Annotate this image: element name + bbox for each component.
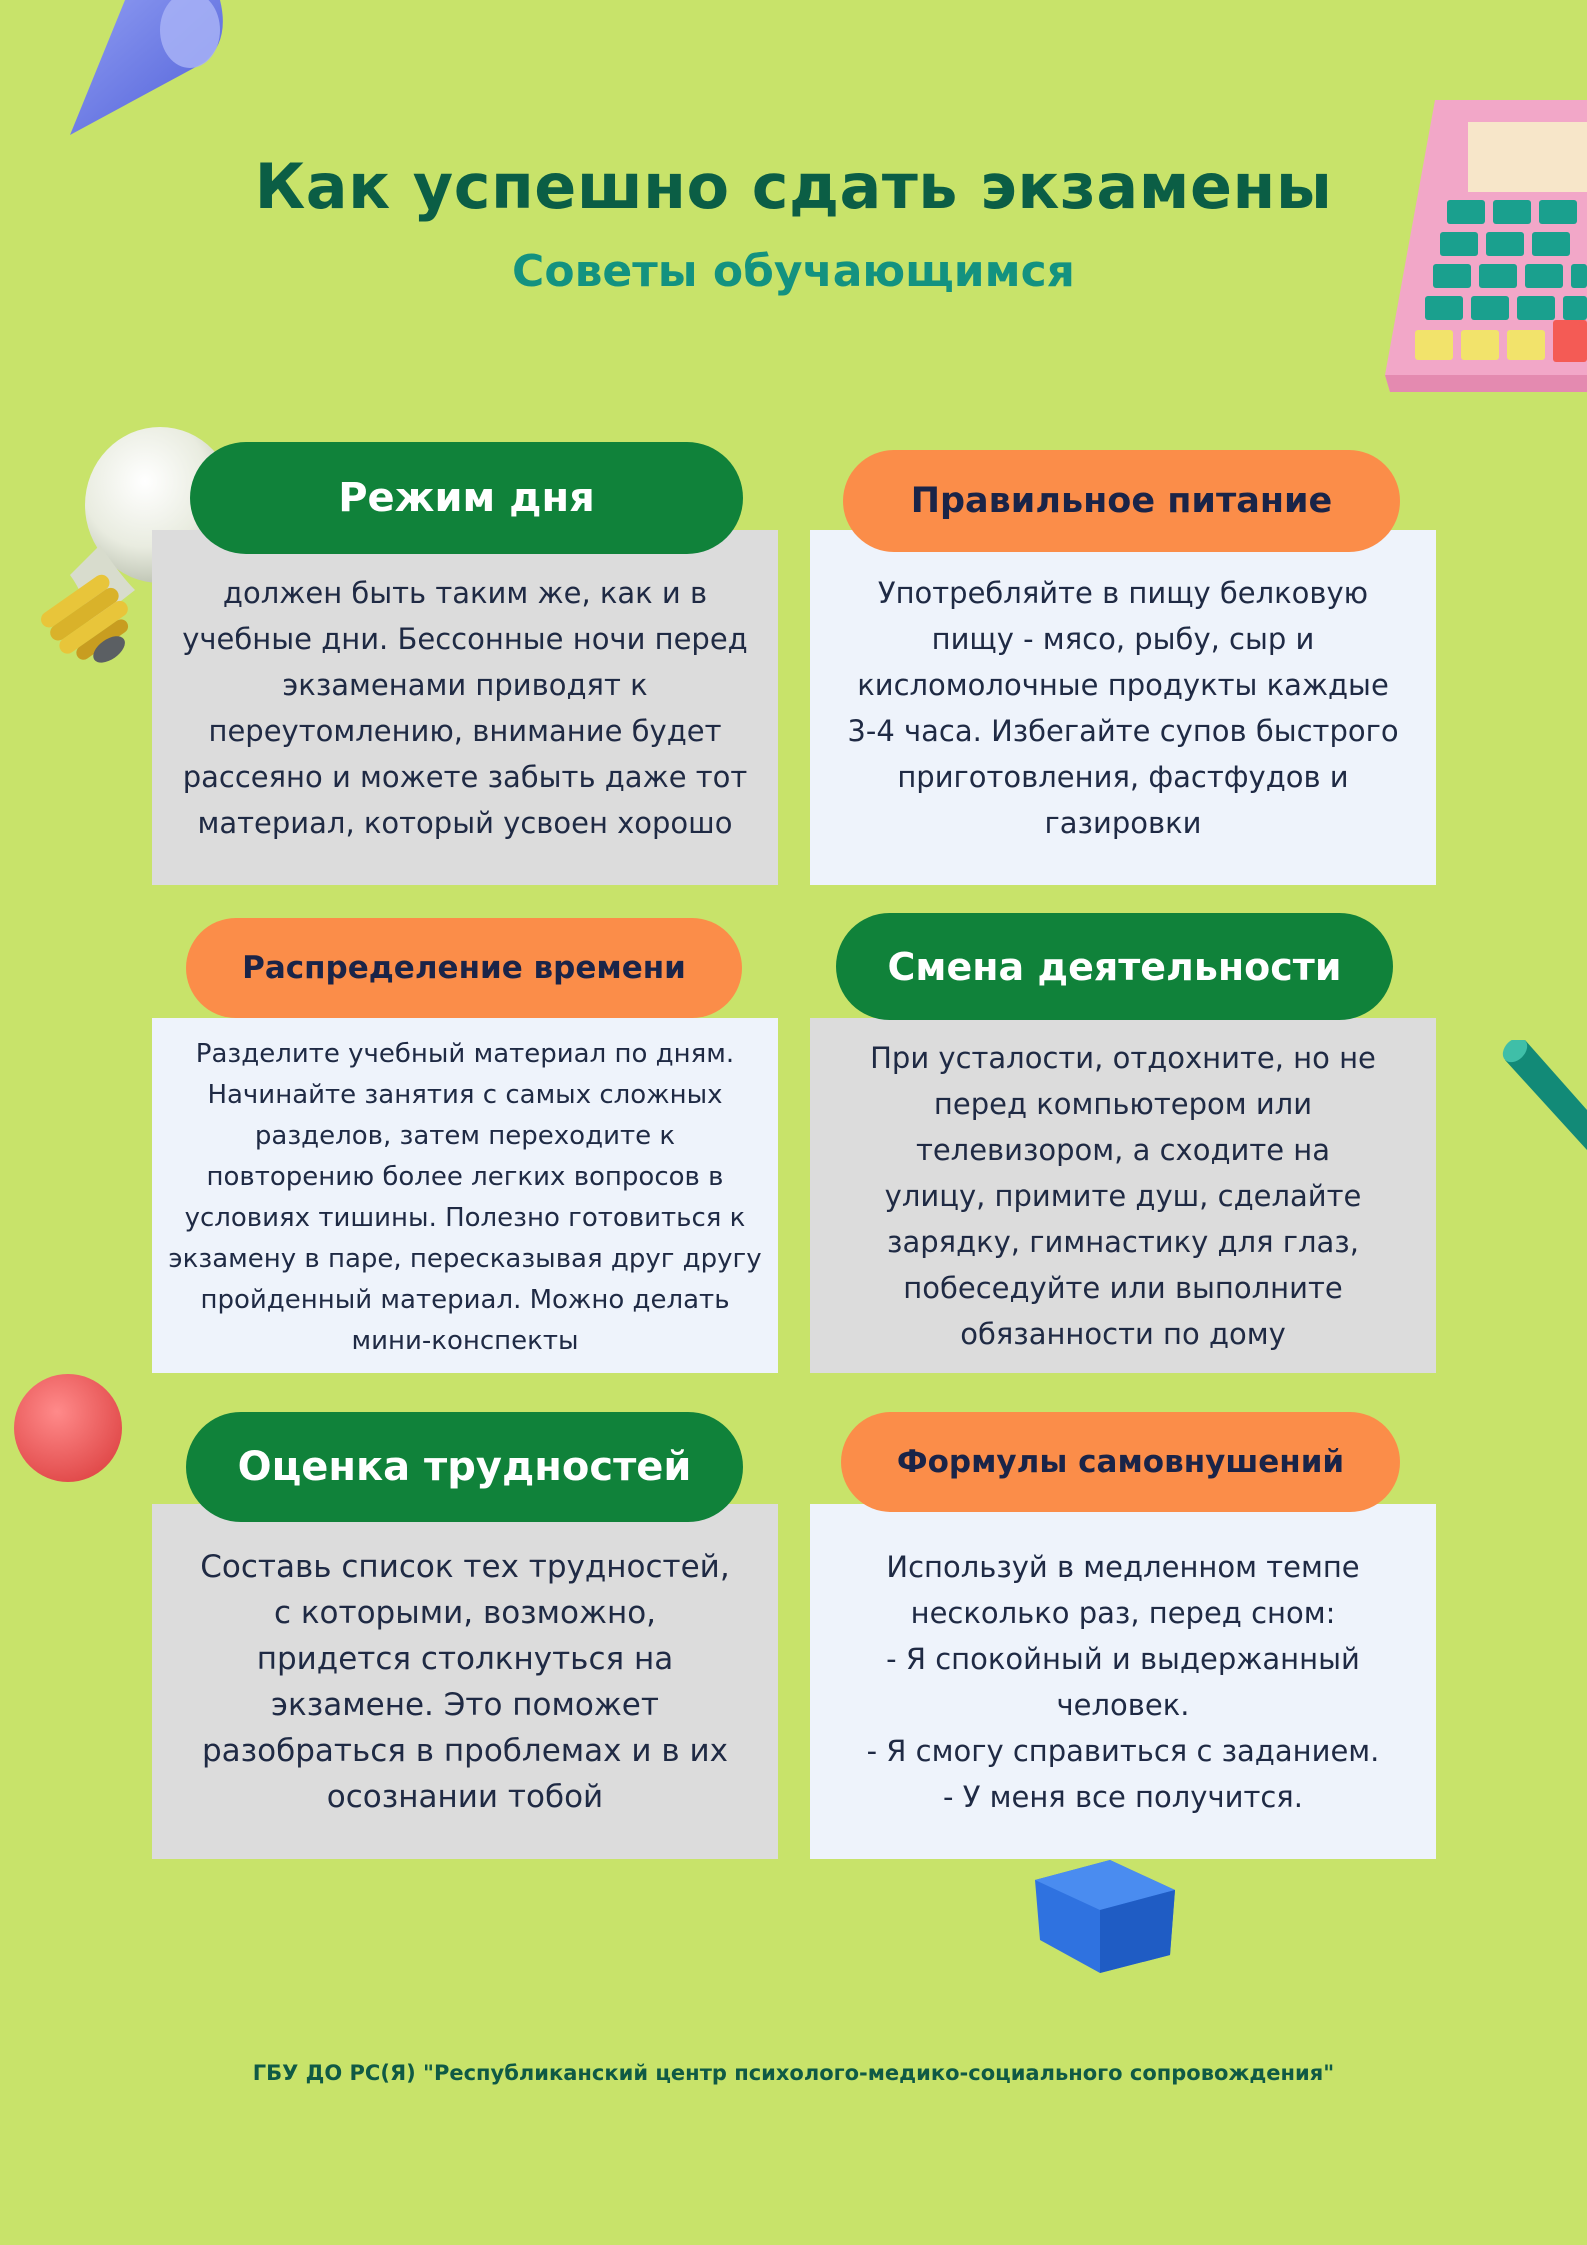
footer-organization: ГБУ ДО РС(Я) "Республиканский центр психолого-медико-социального сопровождения" bbox=[252, 2061, 1335, 2085]
card-heading-daily-routine: Режим дня bbox=[190, 442, 743, 554]
page-title: Как успешно сдать экзамены bbox=[254, 150, 1333, 223]
card-body-time-distribution bbox=[152, 1018, 778, 1373]
card-body-nutrition bbox=[810, 530, 1436, 885]
card-text: Используй в медленном темпе несколько раз, перед сном: - Я спокойный и выдержанный человек. - Я смогу справиться с заданием. - У меня все получится. bbox=[866, 1549, 1380, 1814]
card-heading-activity-change: Смена деятельности bbox=[836, 913, 1393, 1020]
card-heading-self-suggestion: Формулы самовнушений bbox=[841, 1412, 1400, 1512]
card-heading-nutrition: Правильное питание bbox=[843, 450, 1400, 552]
page-subtitle: Советы обучающимся bbox=[512, 246, 1075, 297]
cone-icon bbox=[55, 0, 235, 145]
card-body-activity-change bbox=[810, 1018, 1436, 1373]
ball-icon bbox=[10, 1370, 130, 1490]
card-heading-difficulty-assessment: Оценка трудностей bbox=[186, 1412, 743, 1522]
card-text: Разделите учебный материал по дням. Начинайте занятия с самых сложных разделов, затем переходите к повторению более легких вопросов в условиях тишины. Полезно готовиться к экзамену в паре, пересказывая друг другу пройденный материал. Можно делать мини-конспекты bbox=[168, 1039, 762, 1356]
cube-icon bbox=[1030, 1855, 1180, 1975]
card-body-difficulty-assessment bbox=[152, 1504, 778, 1859]
card-heading-time-distribution: Распределение времени bbox=[186, 918, 742, 1018]
pencil-icon bbox=[1500, 1040, 1587, 1150]
card-body-self-suggestion bbox=[810, 1504, 1436, 1859]
card-text: При усталости, отдохните, но не перед компьютером или телевизором, а сходите на улицу, примите душ, сделайте зарядку, гимнастику для глаз, побеседуйте или выполните обязанности по дому bbox=[870, 1040, 1376, 1351]
card-text: Составь список тех трудностей, с которыми, возможно, придется столкнуться на экзамене. Это поможет разобраться в проблемах и в их осознании тобой bbox=[200, 1548, 730, 1815]
card-body-daily-routine bbox=[152, 530, 778, 885]
card-text: Употребляйте в пищу белковую пищу - мясо, рыбу, сыр и кисломолочные продукты каждые 3-4 часа. Избегайте супов быстрого приготовления, фастфудов и газировки bbox=[847, 575, 1399, 840]
card-text: должен быть таким же, как и в учебные дни. Бессонные ночи перед экзаменами приводят к переутомлению, внимание будет рассеяно и можете забыть даже тот материал, который усвоен хорошо bbox=[182, 575, 748, 840]
